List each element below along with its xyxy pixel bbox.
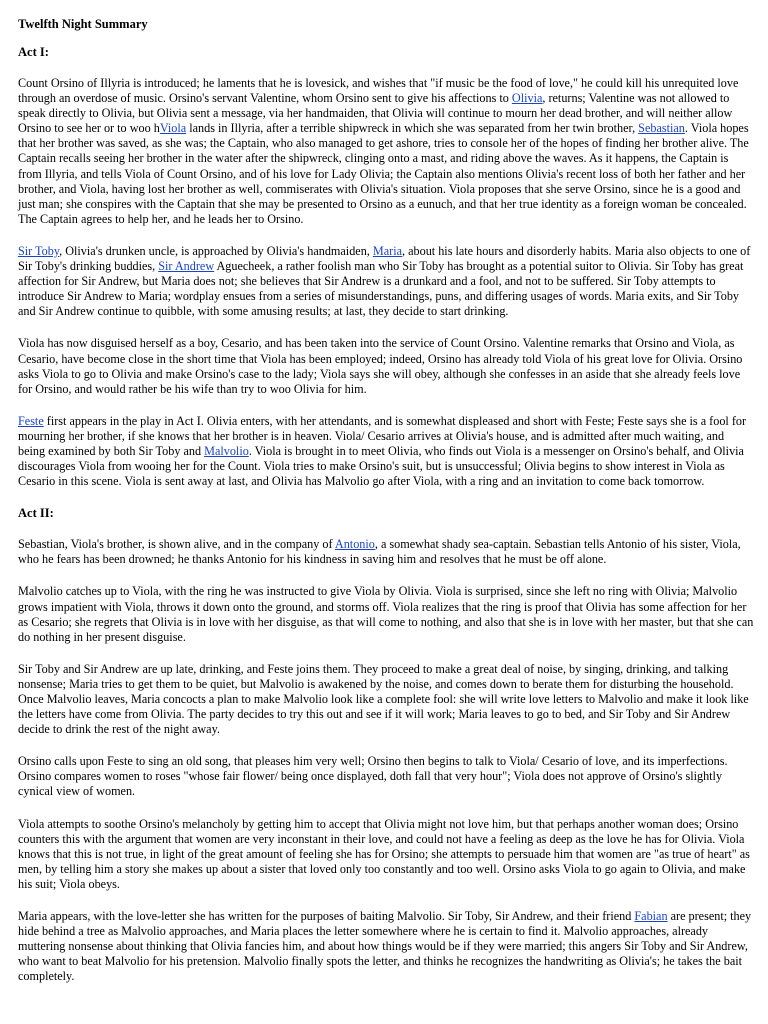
paragraph-act1-sir-toby bbox=[18, 244, 754, 319]
act-1-heading: Act I: bbox=[18, 45, 49, 59]
link-sir-andrew[interactable]: Sir Andrew bbox=[158, 259, 215, 274]
link-sir-toby[interactable]: Sir Toby bbox=[18, 243, 60, 258]
text-span: lands in Illyria, after a terrible shipwreck in which she was separated from her twin brother, bbox=[186, 121, 639, 136]
paragraph-act2-ring: Malvolio catches up to Viola, with the ring he was instructed to give Viola by Olivia. Viola is surprised, since she left no ring with Olivia; Malvolio grows impatient with Viola, throws it down onto the ground, and storms off. Viola realizes that the ring is proof that Olivia has some affection for her as Cesario; she regrets that Olivia is in love with her disguise, as that will come to nothing, and also that she is in love with her master, but that she can do nothing in her present disguise. bbox=[18, 584, 754, 644]
text-span: . Viola hopes that her brother was saved, as she was; the Captain, who also managed to get ashore, tries to console her of the hopes of finding her brother alive. The Captain recalls seeing her brother in the water after the shipwreck, clinging onto a mast, and riding above the waves. As it happens, the Captain is from Illyria, and tells Viola of Count Orsino, and of his love for Lady Olivia; the Captain also mentions Olivia's recent loss of both her father and her brother, and Viola, having lost her brother as well, commiserates with Olivia's situation. Viola proposes that she serve Orsino, since he is a good and just man; she conspires with the Captain that she may be presented to Orsino as a eunuch, and that her true identity as a foreign woman be concealed. The Captain agrees to help her, and he leads her to Orsino. bbox=[18, 121, 749, 226]
paragraph-act2-letter bbox=[18, 909, 754, 984]
paragraph-act2-sebastian bbox=[18, 537, 754, 567]
paragraph-act2-late-night: Sir Toby and Sir Andrew are up late, drinking, and Feste joins them. They proceed to make a great deal of noise, by singing, drinking, and talking nonsense; Maria tries to get them to be quiet, but Malvolio is awakened by the noise, and comes down to berate them for disturbing the household. Once Malvolio leaves, Maria concocts a plan to make Malvolio look like a complete fool: she will write love letters to Malvolio and make it look like the letters have come from Olivia. The party decides to try this out and see if it will work; Maria leaves to go to bed, and Sir Toby and Sir Andrew decide to drink the rest of the night away. bbox=[18, 661, 749, 737]
paragraph-act2-old-song: Orsino calls upon Feste to sing an old song, that pleases him very well; Orsino then begins to talk to Viola/ Cesario of love, and its imperfections. Orsino compares women to roses "whose fair flower/ being once displayed, doth fall that very hour"; Viola does not approve of Orsino's slightly cynical view of women. bbox=[18, 754, 728, 799]
text-span: , about his late hours and disorderly habits. Maria also objects to one of Sir Toby's drinking buddies, bbox=[18, 243, 751, 274]
paragraph-act1-orsino bbox=[18, 76, 754, 227]
paragraph-act1-feste bbox=[18, 414, 754, 489]
text-span: Aguecheek, a rather foolish man who Sir Toby has brought as a potential suitor to Olivia. Sir Toby has great affection for Sir Andrew, but Maria does not; she believes that Sir Andrew is a drunkard and a fool, and not to be suffered. Sir Toby attempts to introduce Sir Andrew to Maria; wordplay ensues from a series of misunderstandings, puns, and differing usages of words. Maria exits, and Sir Toby and Sir Andrew continue to quibble, with some amusing results; at last, they decide to start drinking. bbox=[18, 259, 744, 319]
link-feste[interactable]: Feste bbox=[18, 413, 44, 428]
text-span: , returns; Valentine was not allowed to speak directly to Olivia, but Olivia sent a message, via her handmaiden, that Olivia will continue to mourn her dead brother, and will neither allow Orsino to see her or to woo h bbox=[18, 91, 733, 136]
link-malvolio[interactable]: Malvolio bbox=[204, 443, 249, 458]
page-title: Twelfth Night Summary bbox=[18, 17, 148, 31]
text-span: Count Orsino of Illyria is introduced; he laments that he is lovesick, and wishes that "if music be the food of love," he could kill his unrequited love through an overdose of music. Orsino's servant Valentine, whom Orsino sent to give his affections to bbox=[18, 76, 739, 106]
text-span: , Olivia's drunken uncle, is approached by Olivia's handmaiden, bbox=[59, 243, 373, 258]
text-span: Sebastian, Viola's brother, is shown alive, and in the company of bbox=[18, 537, 335, 552]
text-span: Maria appears, with the love-letter she has written for the purposes of baiting Malvolio. Sir Toby, Sir Andrew, and their friend bbox=[18, 909, 635, 924]
link-fabian[interactable]: Fabian bbox=[634, 909, 668, 924]
link-sebastian[interactable]: Sebastian bbox=[638, 121, 685, 136]
link-antonio[interactable]: Antonio bbox=[334, 537, 375, 552]
paragraph-act1-viola-disguise: Viola has now disguised herself as a boy, Cesario, and has been taken into the service of Count Orsino. Valentine remarks that Orsino and Viola, as Cesario, have become close in the short time that Viola has been employed; indeed, Orsino has already told Viola of his great love for Olivia. Orsino asks Viola to go to Olivia and make Orsino's case to the lady; Viola says she will obey, although she confesses in an aside that she already feels love for Orsino, and would rather be his wife than try to woo Olivia for him. bbox=[18, 336, 743, 396]
link-maria[interactable]: Maria bbox=[372, 243, 402, 258]
link-viola[interactable]: Viola bbox=[159, 121, 187, 136]
act-2-heading: Act II: bbox=[18, 506, 54, 521]
link-olivia[interactable]: Olivia bbox=[511, 91, 543, 106]
text-span: . Viola is brought in to meet Olivia, who finds out Viola is a messenger on Orsino's behalf, and Olivia discourages Viola from wooing her for the Count. Viola tries to make Orsino's suit, but is unsuccessful; Olivia begins to show interest in Viola as Cesario in this scene. Viola is sent away at last, and Olivia has Malvolio go after Viola, with a ring and an invitation to come back tomorrow. bbox=[18, 443, 744, 489]
text-span: first appears in the play in Act I. Olivia enters, with her attendants, and is somewhat displeased and short with Feste; Feste says she is a fool for mourning her brother, if she knows that her brother is in heaven. Viola/ Cesario arrives at Olivia's house, and is admitted after much waiting, and being examined by both Sir Toby and bbox=[18, 413, 747, 458]
text-span: are present; they hide behind a tree as Malvolio approaches, and Maria places the letter somewhere where he is certain to find it. Malvolio approaches, already muttering nonsense about thinking that Olivia fancies him, and about how things would be if they were married; this angers Sir Toby and Sir Andrew, who want to beat Malvolio for his pretension. Malvolio finally spots the letter, and thinks he recognizes the handwriting as Olivia's; he takes the bait completely. bbox=[18, 909, 752, 984]
text-span: , a somewhat shady sea-captain. Sebastian tells Antonio of his sister, Viola, who he fears has been drowned; he thanks Antonio for his kindness in saving him and resolves that he must be off alone. bbox=[18, 537, 741, 567]
paragraph-act2-melancholy: Viola attempts to soothe Orsino's melancholy by getting him to accept that Olivia might not love him, but that perhaps another woman does; Orsino counters this with the argument that women are very inconstant in their love, and could not have a feeling as deep as the love he has for Olivia. Viola knows that this is not true, in light of the great amount of feeling she has for Orsino; she attempts to persuade him that women are "as true of heart" as men, by telling him a story she makes up about a sister that loved only too constantly and too well. Orsino asks Viola to go again to Olivia, and make his suit; Viola obeys. bbox=[18, 816, 750, 891]
